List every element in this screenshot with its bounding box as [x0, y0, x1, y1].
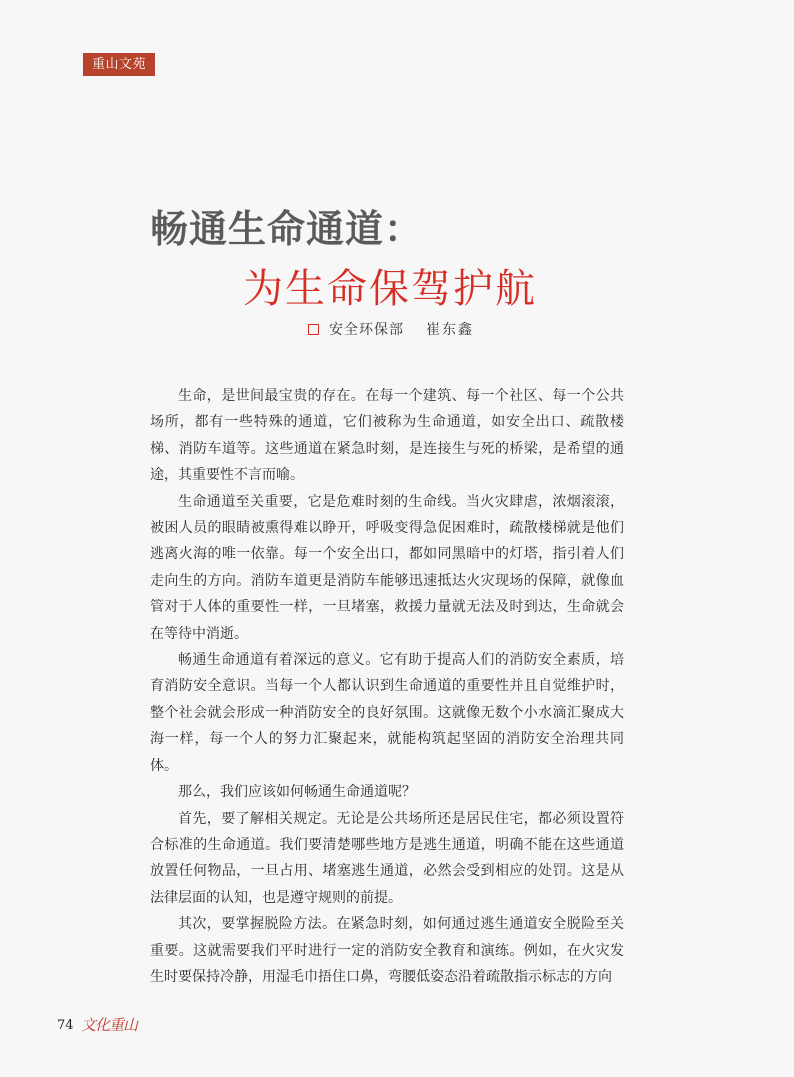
author-department: 安全环保部: [329, 322, 404, 338]
byline: [308, 319, 474, 339]
paragraph: 生命，是世间最宝贵的存在。在每一个建筑、每一个社区、每一个公共场所，都有一些特殊的通道，它们被称为生命通道，如安全出口、疏散楼梯、消防车道等。这些通道在紧急时刻，是连接生与死的桥梁，是希望的通途，其重要性不言而喻。: [150, 388, 624, 484]
paragraph: 首先，要了解相关规定。无论是公共场所还是居民住宅，都必须设置符合标准的生命通道。我们要清楚哪些地方是逃生通道，明确不能在这些通道放置任何物品，一旦占用、堵塞逃生通道，必然会受到相应的处罚。这是从法律层面的认知，也是遵守规则的前提。: [150, 810, 624, 906]
article-title: 畅通生命通道：: [150, 206, 424, 251]
square-outline-icon: [308, 324, 319, 335]
paragraph: 生命通道至关重要，它是危难时刻的生命线。当火灾肆虐，浓烟滚滚，被困人员的眼睛被熏得难以睁开，呼吸变得急促困难时，疏散楼梯就是他们逃离火海的唯一依靠。每一个安全出口，都如同黑暗中的灯塔，指引着人们走向生的方向。消防车道更是消防车能够迅速抵达火灾现场的保障，就像血管对于人体的重要性一样，一旦堵塞，救援力量就无法及时到达，生命就会在等待中消逝。: [150, 493, 624, 642]
paragraph: 那么，我们应该如何畅通生命通道呢？: [178, 784, 416, 801]
article-body: [150, 383, 624, 990]
page-number: 74: [57, 1018, 74, 1033]
paragraph: 畅通生命通道有着深远的意义。它有助于提高人们的消防安全素质，培育消防安全意识。当每一个人都认识到生命通道的重要性并且自觉维护时，整个社会就会形成一种消防安全的良好氛围。这就像无数个小水滴汇聚成大海一样，每一个人的努力汇聚起来，就能构筑起坚固的消防安全治理共同体。: [150, 652, 624, 774]
article-subtitle: 为生命保驾护航: [243, 266, 537, 312]
paragraph: 其次，要掌握脱险方法。在紧急时刻，如何通过逃生通道安全脱险至关重要。这就需要我们平时进行一定的消防安全教育和演练。例如，在火灾发生时要保持冷静，用湿毛巾捂住口鼻，弯腰低姿态沿着疏散指示标志的方向: [150, 916, 624, 985]
author-name: 崔东鑫: [426, 322, 474, 338]
section-tag: 重山文苑: [83, 53, 155, 76]
magazine-logo: 文化重山: [81, 1016, 138, 1034]
